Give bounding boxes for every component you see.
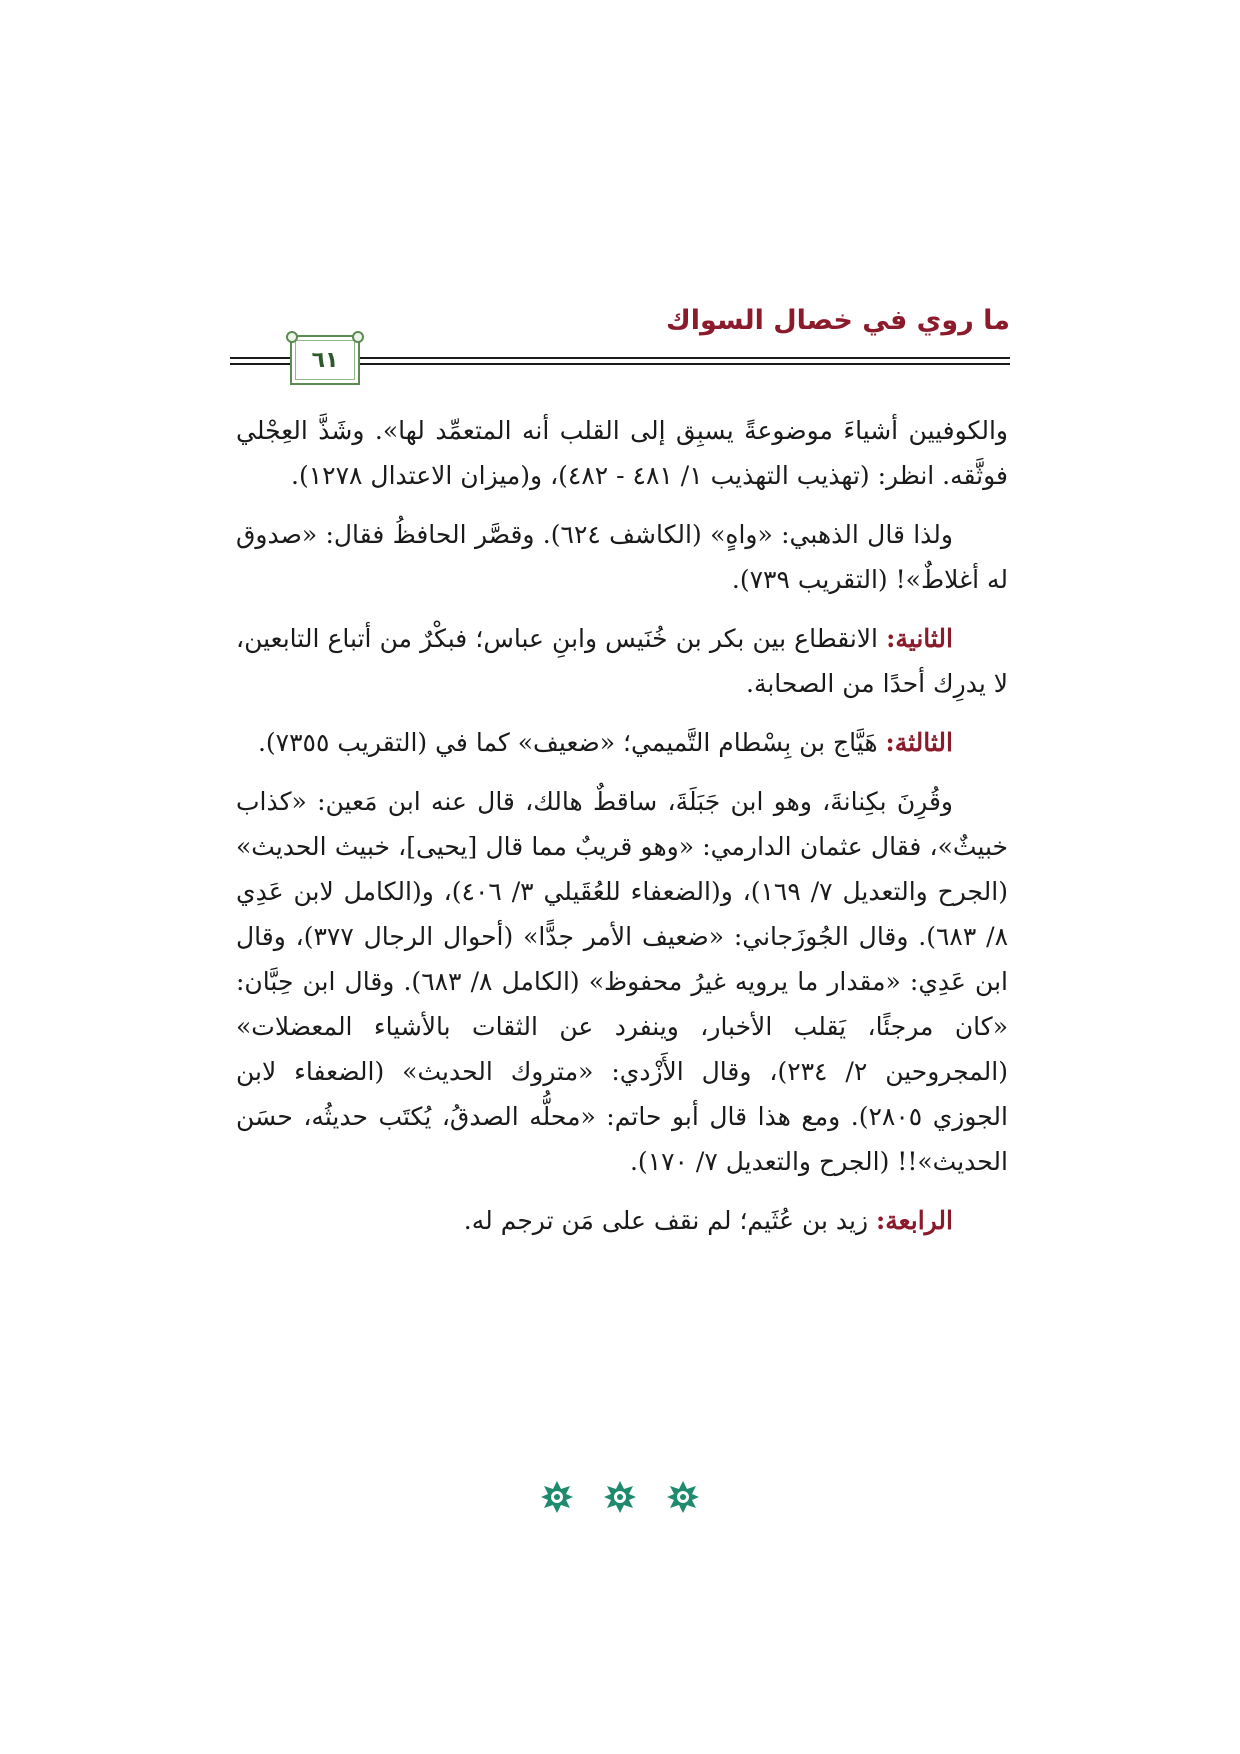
body-text [236, 408, 1008, 1257]
paragraph-continuation: والكوفيين أشياءَ موضوعةً يسبِق إلى القلب أنه المتعمِّد لها». وشَذَّ العِجْلي فوثَّقه. انظر: (تهذيب التهذيب ١/ ٤٨١ - ٤٨٢)، و(ميزان الاعتدال ١٢٧٨). [236, 416, 1008, 490]
paragraph-dhahabi: ولذا قال الذهبي: «واهٍ» (الكاشف ٦٢٤). وقصَّر الحافظُ فقال: «صدوق له أغلاطٌ»! (التقريب ٧٣٩). [236, 520, 1008, 594]
page-number-frame [290, 335, 360, 385]
paragraph-third-text: هَيَّاج بن بِسْطام التَّميمي؛ «ضعيف» كما في (التقريب ٧٣٥٥). [257, 728, 886, 757]
paragraph-third-point [236, 720, 1008, 765]
paragraph-fourth-text: زيد بن عُثَيم؛ لم نقف على مَن ترجم له. [463, 1206, 877, 1235]
star-ornament-icon [603, 1480, 637, 1514]
paragraph-second-text: الانقطاع بين بكر بن خُنَيس وابنِ عباس؛ فبكْرٌ من أتباع التابعين، لا يدرِك أحدًا من الصحابة. [236, 624, 1008, 698]
page-number: ٦١ [311, 347, 339, 373]
section-end-ornaments [0, 1480, 1240, 1514]
paragraph-kinana: وقُرِنَ بكِنانةَ، وهو ابن جَبَلَةَ، ساقطٌ هالك، قال عنه ابن مَعين: «كذاب خبيثٌ»، فقال عثمان الدارمي: «وهو قريبٌ مما قال [يحيى]، خبيث الحديث» (الجرح والتعديل ٧/ ١٦٩)، و(الضعفاء للعُقَيلي ٣/ ٤٠٦)، و(الكامل لابن عَدِي ٨/ ٦٨٣). وقال الجُوزَجاني: «ضعيف الأمر جدًّا» (أحوال الرجال ٣٧٧)، وقال ابن عَدِي: «مقدار ما يرويه غيرُ محفوظ» (الكامل ٨/ ٦٨٣). وقال ابن حِبَّان: «كان مرجئًا، يَقلب الأخبار، وينفرد عن الثقات بالأشياء المعضلات» (المجروحين ٢/ ٢٣٤)، وقال الأَزْدي: «متروك الحديث» (الضعفاء لابن الجوزي ٢٨٠٥). ومع هذا قال أبو حاتم: «محلُّه الصدقُ، يُكتَب حديثُه، حسَن الحديث»!! (الجرح والتعديل ٧/ ١٧٠). [236, 787, 1009, 1176]
label-second: الثانية: [886, 624, 953, 653]
label-fourth: الرابعة: [876, 1206, 953, 1235]
star-ornament-icon [666, 1480, 700, 1514]
running-title: ما روي في خصال السواك [666, 305, 1010, 336]
star-ornament-icon [540, 1480, 574, 1514]
paragraph-fourth-point [236, 1198, 1008, 1243]
paragraph-second-point [236, 616, 1008, 706]
page-header [230, 305, 1010, 385]
label-third: الثالثة: [885, 728, 953, 757]
